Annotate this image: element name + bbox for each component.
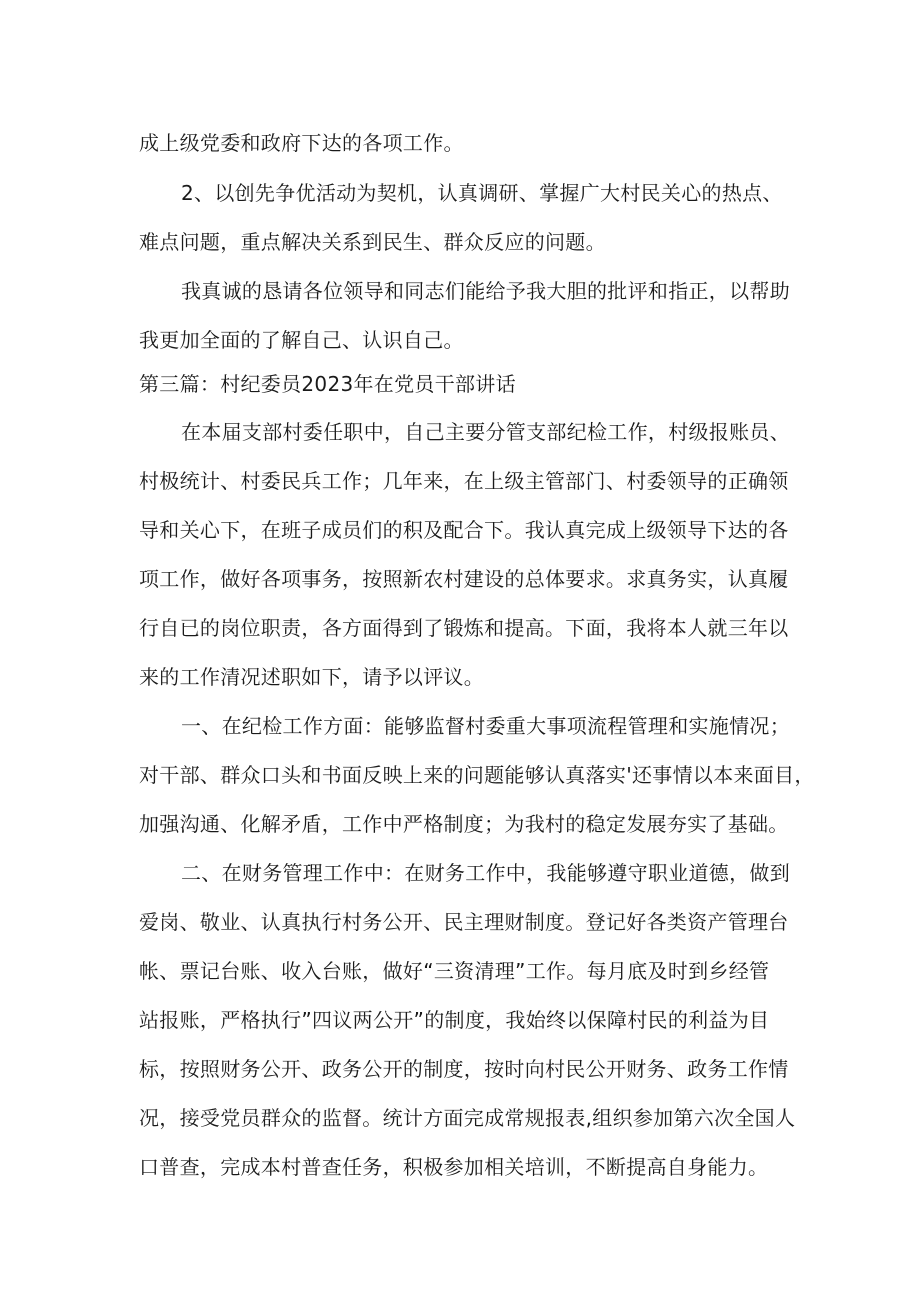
finance-line-3: 帐、票记台账、收入台账，做好“三资清理”工作。每月底及时到乡经管 [139, 959, 770, 983]
closing-line-1: 我真诚的恳请各位领导和同志们能给予我大胆的批评和指正，以帮助 [181, 279, 790, 303]
discipline-line-3: 加强沟通、化解矛盾，工作中严格制度；为我村的稳定发展夯实了基础。 [139, 812, 789, 836]
closing-line-2: 我更加全面的了解自己、认识自己。 [139, 328, 464, 352]
section-intro-line-3: 导和关心下，在班子成员们的积及配合下。我认真完成上级领导下达的各 [139, 518, 789, 542]
intro-line-1: 成上级党委和政府下达的各项工作。 [139, 131, 464, 155]
finance-line-2: 爱岗、敬业、认真执行村务公开、民主理财制度。登记好各类资产管理台 [139, 910, 789, 934]
finance-line-1: 二、在财务管理工作中：在财务工作中，我能够遵守职业道德，做到 [181, 861, 790, 885]
section-intro-line-4: 项工作，做好各项事务，按照新农村建设的总体要求。求真务实，认真履 [139, 567, 789, 591]
finance-line-5: 标，按照财务公开、政务公开的制度，按时向村民公开财务、政务工作情 [139, 1057, 789, 1081]
point-2-line-2: 难点问题，重点解决关系到民生、群众反应的问题。 [139, 230, 606, 254]
finance-line-4: 站报账，严格执行”四议两公开”的制度，我始终以保障村民的利益为目 [139, 1008, 770, 1032]
finance-line-7: 口普查，完成本村普查任务，积极参加相关培训，不断提高自身能力。 [139, 1155, 769, 1179]
section-heading: 第三篇：村纪委员2023年在党员干部讲话 [139, 372, 516, 396]
discipline-line-1: 一、在纪检工作方面：能够监督村委重大事项流程管理和实施情况； [181, 714, 790, 738]
finance-line-6: 况，接受党员群众的监督。统计方面完成常规报表,组织参加第六次全国人 [139, 1106, 796, 1130]
discipline-line-2: 对干部、群众口头和书面反映上来的问题能够认真落实'还事情以本来面目， [139, 763, 815, 787]
section-intro-line-5: 行自已的岗位职责，各方面得到了锻炼和提高。下面，我将本人就三年以 [139, 616, 789, 640]
point-2-line-1: 2、以创先争优活动为契机，认真调研、掌握广大村民关心的热点、 [181, 181, 783, 205]
section-intro-line-6: 来的工作清况述职如下，请予以评议。 [139, 665, 485, 689]
section-intro-line-2: 村极统计、村委民兵工作；几年来，在上级主管部门、村委领导的正确领 [139, 469, 789, 493]
section-intro-line-1: 在本届支部村委任职中，自己主要分管支部纪检工作，村级报账员、 [181, 420, 790, 444]
